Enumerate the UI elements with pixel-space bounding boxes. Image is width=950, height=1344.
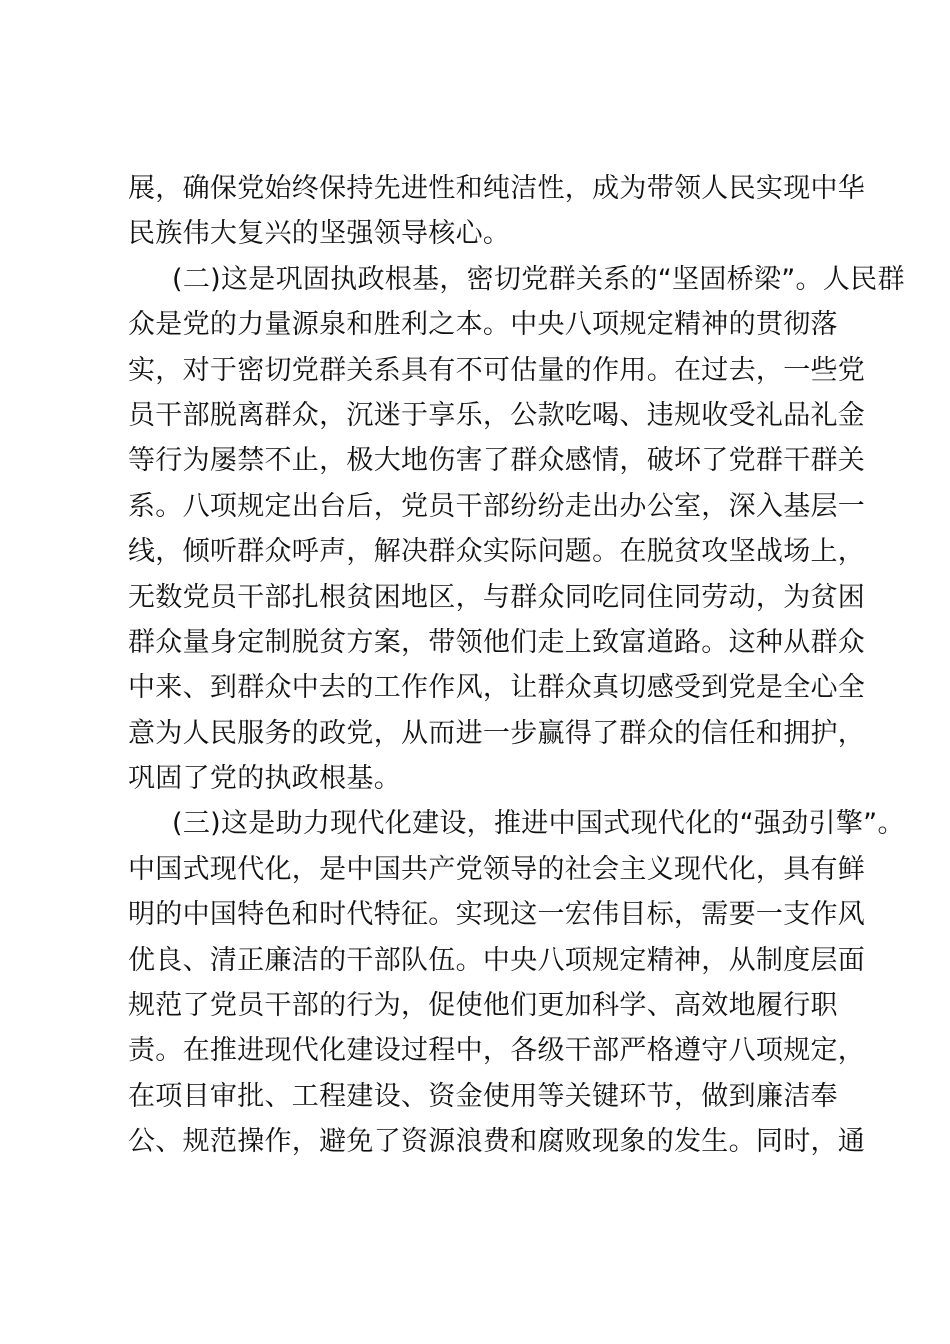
text-line: 中国式现代化，是中国共产党领导的社会主义现代化，具有鲜 (128, 853, 866, 885)
text-line: 规范了党员干部的行为，促使他们更加科学、高效地履行职 (128, 990, 838, 1022)
text-line: 无数党员干部扎根贫困地区，与群众同吃同住同劳动，为贫困 (128, 581, 866, 613)
text-line: (二)这是巩固执政根基，密切党群关系的“坚固桥梁”。人民群 (172, 263, 905, 295)
text-line: 实，对于密切党群关系具有不可估量的作用。在过去，一些党 (128, 354, 866, 386)
text-line: 责。在推进现代化建设过程中，各级干部严格遵守八项规定， (128, 1035, 866, 1067)
text-line: 线，倾听群众呼声，解决群众实际问题。在脱贫攻坚战场上， (128, 536, 866, 568)
text-line: 群众量身定制脱贫方案，带领他们走上致富道路。这种从群众 (128, 626, 866, 658)
text-line: 中来、到群众中去的工作作风，让群众真切感受到党是全心全 (128, 672, 866, 704)
text-line: 系。八项规定出台后，党员干部纷纷走出办公室，深入基层一 (128, 490, 866, 522)
paragraph-2 (128, 257, 905, 802)
text-line: 优良、清正廉洁的干部队伍。中央八项规定精神，从制度层面 (128, 944, 866, 976)
text-line: 在项目审批、工程建设、资金使用等关键环节，做到廉洁奉 (128, 1080, 838, 1112)
text-line: 意为人民服务的政党，从而进一步赢得了群众的信任和拥护， (128, 717, 866, 749)
text-line: 员干部脱离群众，沉迷于享乐，公款吃喝、违规收受礼品礼金 (128, 399, 866, 431)
text-line: 展，确保党始终保持先进性和纯洁性，成为带领人民实现中华 (128, 173, 866, 204)
text-line: (三)这是助力现代化建设，推进中国式现代化的“强劲引擎”。 (172, 808, 905, 840)
paragraph-3 (128, 801, 905, 1164)
paragraph-1 (128, 166, 866, 257)
text-line: 明的中国特色和时代特征。实现这一宏伟目标，需要一支作风 (128, 899, 866, 931)
text-line: 巩固了党的执政根基。 (128, 763, 401, 795)
text-line: 公、规范操作，避免了资源浪费和腐败现象的发生。同时，通 (128, 1126, 866, 1158)
body-text (128, 166, 905, 1165)
text-line: 众是党的力量源泉和胜利之本。中央八项规定精神的贯彻落 (128, 309, 838, 341)
text-line: 等行为屡禁不止，极大地伤害了群众感情，破坏了党群干群关 (128, 445, 866, 477)
text-line: 民族伟大复兴的坚强领导核心。 (128, 218, 511, 250)
